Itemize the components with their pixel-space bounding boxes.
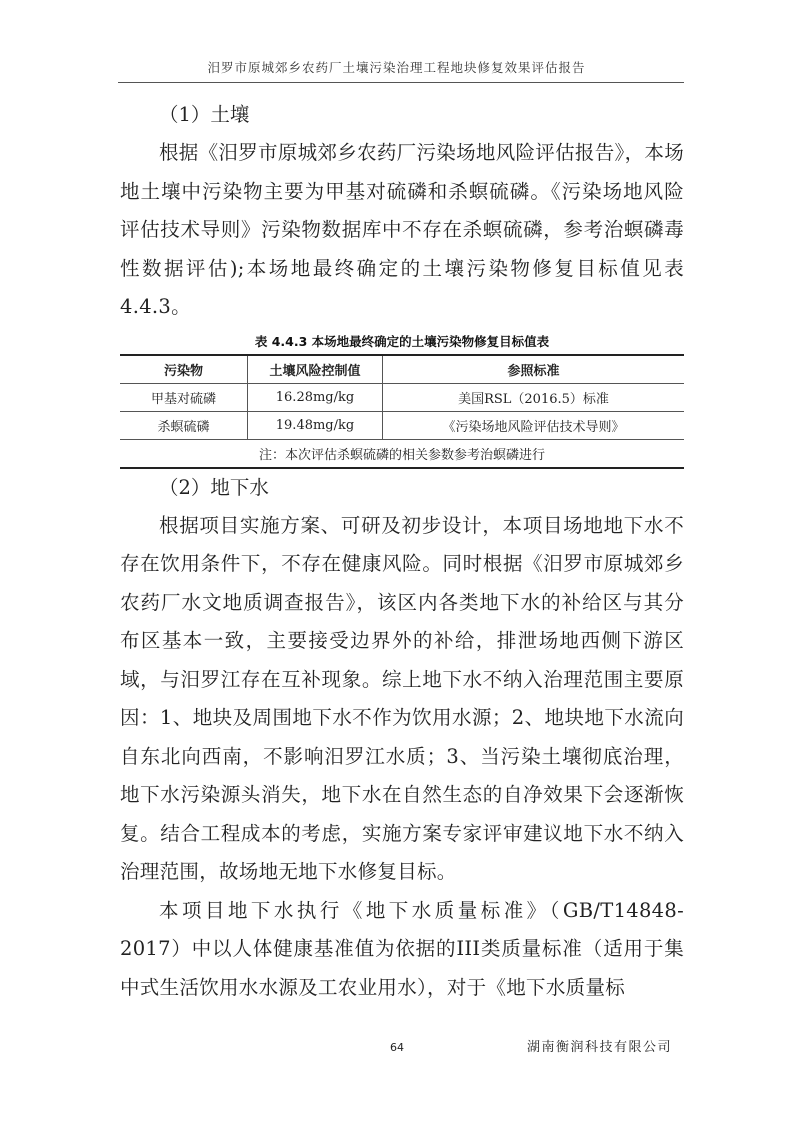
table-cell-reference-standard: 美国RSL（2016.5）标准	[383, 383, 685, 411]
table-header-pollutant: 污染物	[120, 355, 248, 384]
page-number: 64	[390, 1041, 404, 1054]
table-header-reference-standard: 参照标准	[383, 355, 685, 384]
header-rule	[118, 82, 684, 83]
section-heading-groundwater: （2）地下水	[159, 475, 269, 499]
table-cell-control-value: 16.28mg/kg	[248, 383, 383, 411]
table-header-control-value: 土壤风险控制值	[248, 355, 383, 384]
paragraph-groundwater-1: 根据项目实施方案、可研及初步设计，本项目场地地下水不存在饮用条件下，不存在健康风险。同时根据《汨罗市原城郊乡农药厂水文地质调查报告》，该区内各类地下水的补给区与其分布区基本一致，主要接受边界外的补给，排泄场地西侧下游区域，与汨罗江存在互补现象。综上地下水不纳入治理范围主要原因：1、地块及周围地下水不作为饮用水源；2、地块地下水流向自东北向西南，不影响汨罗江水质；3、当污染土壤彻底治理，地下水污染源头消失，地下水在自然生态的自净效果下会逐渐恢复。结合工程成本的考虑，实施方案专家评审建议地下水不纳入治理范围，故场地无地下水修复目标。	[120, 513, 684, 883]
paragraph-groundwater-2: 本项目地下水执行《地下水质量标准》（GB/T14848-2017）中以人体健康基准值为依据的III类质量标准（适用于集中式生活饮用水水源及工农业用水），对于《地下水质量标	[120, 898, 684, 999]
table-cell-pollutant: 甲基对硫磷	[120, 383, 248, 411]
section-heading-soil: （1）土壤	[159, 103, 250, 126]
table-cell-control-value: 19.48mg/kg	[248, 411, 383, 439]
table-note-row	[120, 439, 684, 468]
table-caption: 表 4.4.3 本场地最终确定的土壤污染物修复目标值表	[254, 333, 550, 349]
table-cell-pollutant: 杀螟硫磷	[120, 411, 248, 439]
remediation-target-table	[120, 354, 684, 469]
table-header-row	[120, 355, 684, 384]
table-cell-reference-standard: 《污染场地风险评估技术导则》	[383, 411, 685, 439]
table-row	[120, 383, 684, 411]
table-row	[120, 411, 684, 439]
paragraph-soil: 根据《汨罗市原城郊乡农药厂污染场地风险评估报告》，本场地土壤中污染物主要为甲基对硫磷和杀螟硫磷。《污染场地风险评估技术导则》污染物数据库中不存在杀螟硫磷，参考治螟磷毒性数据评估);本场地最终确定的土壤污染物修复目标值见表4.4.3。	[120, 141, 684, 318]
footer-company-name: 湖南衡润科技有限公司	[527, 1040, 673, 1055]
table-note: 注：本次评估杀螟硫磷的相关参数参考治螟磷进行	[120, 439, 684, 468]
running-header-title: 汨罗市原城郊乡农药厂土壤污染治理工程地块修复效果评估报告	[207, 60, 586, 75]
page-content	[120, 96, 684, 1007]
